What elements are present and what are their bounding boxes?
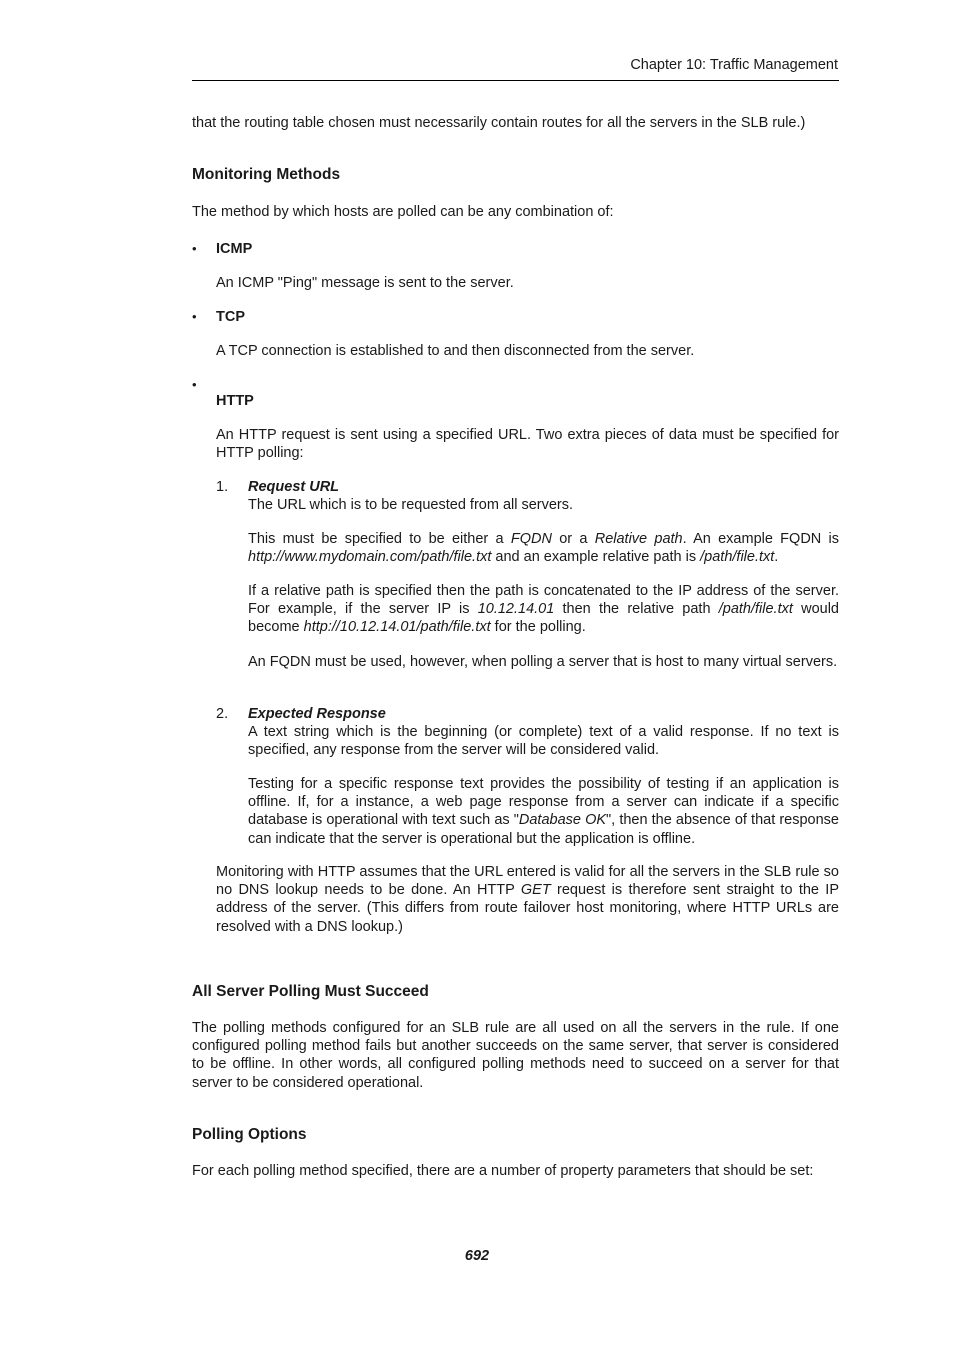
request-url-paragraph-virtual: An FQDN must be used, however, when polling a server that is host to many virtual servers. bbox=[248, 654, 838, 670]
method-title-http: HTTP bbox=[216, 393, 254, 409]
method-desc-icmp: An ICMP "Ping" message is sent to the server. bbox=[216, 275, 514, 291]
method-title-icmp: ICMP bbox=[216, 241, 253, 257]
all-server-polling-paragraph: The polling methods configured for an SLB rule are all used on all the servers in the rule. If one configured polling method fails but another succeeds on the same server, that server is considered to be offline. In other words, all configured polling methods need to succeed on a server for that server to be considered operational. bbox=[192, 1020, 839, 1091]
running-header: Chapter 10: Traffic Management bbox=[630, 57, 838, 73]
list-number-2: 2. bbox=[216, 706, 229, 722]
bullet-marker: • bbox=[192, 377, 197, 392]
section-heading-polling-options: Polling Options bbox=[192, 1126, 307, 1143]
section-heading-all-server-polling: All Server Polling Must Succeed bbox=[192, 983, 429, 1000]
monitoring-lead-paragraph: The method by which hosts are polled can be any combination of: bbox=[192, 204, 614, 220]
expected-response-title: Expected Response bbox=[248, 706, 386, 722]
method-desc-tcp: A TCP connection is established to and then disconnected from the server. bbox=[216, 343, 695, 359]
page-number: 692 bbox=[464, 1248, 490, 1264]
list-number-1: 1. bbox=[216, 479, 229, 495]
request-url-line: The URL which is to be requested from all servers. bbox=[248, 497, 574, 513]
http-closing-paragraph: Monitoring with HTTP assumes that the URL entered is valid for all the servers in the SLB rule so no DNS lookup needs to be done. An HTTP GET request is therefore sent straight to the IP address of the server. (This differs from route failover host monitoring, where HTTP URLs are resolved with a DNS lookup.) bbox=[216, 864, 839, 935]
expected-response-paragraph: Testing for a specific response text provides the possibility of testing if an application is offline. If, for a instance, a web page response from a server can indicate if a specific database is operational with text such as "Database OK", then the absence of that response can indicate that the server is operational but the application is offline. bbox=[248, 776, 839, 847]
method-desc-http: An HTTP request is sent using a specified URL. Two extra pieces of data must be specified for HTTP polling: bbox=[216, 427, 839, 462]
intro-continued-paragraph: that the routing table chosen must necessarily contain routes for all the servers in the SLB rule.) bbox=[192, 115, 806, 131]
bullet-marker: • bbox=[192, 309, 197, 324]
request-url-title: Request URL bbox=[248, 479, 340, 495]
section-heading-monitoring-methods: Monitoring Methods bbox=[192, 166, 341, 183]
expected-response-line: A text string which is the beginning (or complete) text of a valid response. If no text is specified, any response from the server will be considered valid. bbox=[248, 724, 839, 759]
request-url-paragraph-fqdn: This must be specified to be either a FQDN or a Relative path. An example FQDN is http://www.mydomain.com/path/file.txt and an example relative path is /path/file.txt. bbox=[248, 531, 839, 566]
polling-options-paragraph: For each polling method specified, there are a number of property parameters that should be set: bbox=[192, 1163, 814, 1179]
request-url-paragraph-relative: If a relative path is specified then the path is concatenated to the IP address of the server. For example, if the server IP is 10.12.14.01 then the relative path /path/file.txt would become http://10.12.14.01/path/file.txt for the polling. bbox=[248, 583, 839, 636]
method-title-tcp: TCP bbox=[216, 309, 245, 325]
header-divider bbox=[192, 80, 839, 81]
bullet-marker: • bbox=[192, 241, 197, 256]
